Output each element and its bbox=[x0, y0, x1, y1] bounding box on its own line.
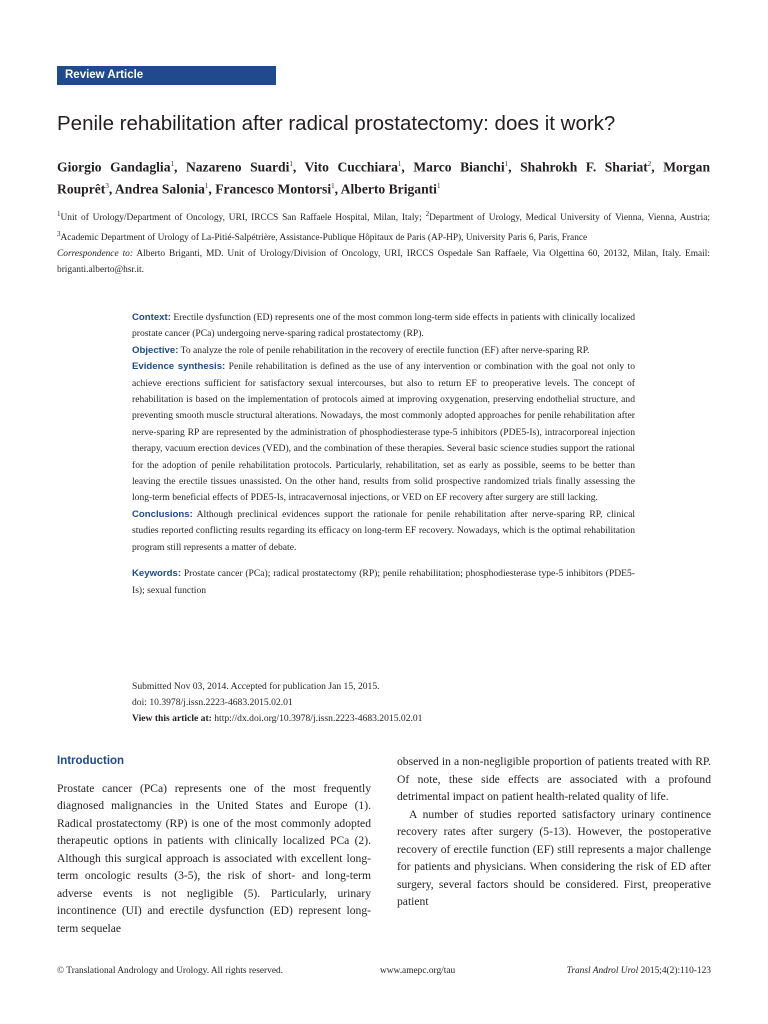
abstract-context-text: Erectile dysfunction (ED) represents one of the most common long-term side effects in patients with clinically localized prostate cancer (PCa) undergoing nerve-sparing radical prostatectomy (RP). bbox=[132, 312, 636, 340]
view-article-label: View this article at: bbox=[132, 713, 212, 725]
author-affiliation-mark: 1 bbox=[170, 160, 175, 168]
abstract-context-label: Context: bbox=[132, 312, 171, 323]
correspondence-label: Correspondence to: bbox=[57, 248, 133, 259]
footer-citation bbox=[549, 966, 711, 976]
author: Giorgio Gandaglia bbox=[57, 159, 171, 175]
abstract-objective-text: To analyze the role of penile rehabilitation in the recovery of erectile function (EF) after nerve-sparing RP. bbox=[180, 344, 590, 356]
article-meta bbox=[132, 679, 635, 728]
affiliation-2: Department of Urology, Medical University of Vienna, Vienna, Austria; bbox=[429, 213, 710, 224]
article-url-link[interactable]: http://dx.doi.org/10.3978/j.issn.2223-4683.2015.02.01 bbox=[214, 713, 423, 725]
correspondence-text: Alberto Briganti, MD. Unit of Urology/Division of Oncology, URI, IRCCS Ospedale San Raffaele, Via Olgettina 60, 20132, Milan, Italy. Email: briganti.alberto@hsr.it. bbox=[57, 248, 710, 275]
view-article-line bbox=[132, 711, 635, 727]
abstract-evidence-label: Evidence synthesis: bbox=[132, 361, 226, 373]
paragraph: Prostate cancer (PCa) represents one of the most frequently diagnosed malignancies in the United States and Europe (1). Radical prostatectomy (RP) is one of the most commonly adopted therapeutic options in patients with clinically localized PCa (2). Although this surgical approach is associated with excellent long-term oncologic results (3-5), the risk of short- and long-term adverse events is not negligible (5). Particularly, urinary incontinence (UI) and erectile dysfunction (ED) represent long-term sequelae bbox=[57, 781, 371, 935]
author-affiliation-mark: 1 bbox=[504, 160, 509, 168]
keywords-label: Keywords: bbox=[132, 568, 182, 580]
author: Vito Cucchiara bbox=[304, 159, 398, 175]
author-affiliation-mark: 1 bbox=[436, 182, 441, 191]
abstract-evidence bbox=[132, 359, 635, 507]
article-title: Penile rehabilitation after radical prostatectomy: does it work? bbox=[57, 112, 616, 135]
abstract-objective-label: Objective: bbox=[132, 344, 179, 356]
paragraph: A number of studies reported satisfactory urinary continence recovery rates after surgery (5-13). However, the postoperative recovery of erectile function (EF) still represents a major challenge for patients and physicians. When considering the risk of ED after surgery, several factors should be considered. First, preoperative patient bbox=[397, 807, 711, 908]
affiliations bbox=[57, 207, 710, 278]
author-affiliation-mark: 1 bbox=[204, 182, 209, 191]
journal-abbrev: Transl Androl Urol bbox=[566, 966, 639, 976]
author: Shahrokh F. Shariat bbox=[520, 159, 648, 175]
article-type-badge: Review Article bbox=[57, 66, 276, 85]
author: Morgan Rouprêt bbox=[57, 159, 711, 197]
abstract-conclusions-label: Conclusions: bbox=[132, 508, 193, 520]
keywords-text: Prostate cancer (PCa); radical prostatectomy (RP); penile rehabilitation; phosphodiesterase type-5 inhibitors (PDE5-Is); sexual function bbox=[132, 568, 635, 596]
footer-url[interactable]: www.amepc.org/tau bbox=[380, 966, 456, 976]
author-affiliation-mark: 1 bbox=[331, 182, 335, 191]
abstract-conclusions-text: Although preclinical evidences support the rationale for penile rehabilitation after nerve-sparing RP, clinical studies reported conflicting results regarding its efficacy on long-term EF recovery. Nowadays, which is the optimal rehabilitation program still represents a matter of debate. bbox=[132, 508, 635, 553]
author-list: Giorgio Gandaglia$^1$, Nazareno Suardi$^1$, Vito Cucchiara$^1$, Marco Bianchi$^1$, Shahrokh F. Shariat$^2$, Morgan Rouprêt$^3$, Andrea Salonia$^1$, Francesco Montorsi$^1$, Alberto Briganti$^1$ bbox=[57, 159, 711, 197]
abstract-evidence-text: Penile rehabilitation is defined as the use of any intervention or combination with the goal not only to achieve erections sufficient for satisfactory sexual intercourses, but also to return EF to preoperative levels. The concept of rehabilitation is based on the implementation of protocols aimed at improving oxygenation, preserving endothelial structure, and preventing smooth muscle structural alterations. Nowadays, the most commonly adopted approaches for penile rehabilitation after nerve-sparing RP are represented by the administration of phosphodiesterase type-5 inhibitors (PDE5-Is), intracorporeal injection therapy, vacuum erection devices (VED), and the combination of these therapies. Several basic science studies support the rational for the adoption of penile rehabilitation protocols. Particularly, rehabilitation, set as early as possible, seems to be better than leaving the erectile tissues unassisted. On the other hand, results from solid prospective randomized trials finally assessing the long-term beneficial effects of PDE5-Is, intracavernosal injections, or VED on EF recovery after surgery are still lacking. bbox=[132, 361, 635, 504]
author: Alberto Briganti bbox=[340, 181, 437, 197]
section-heading-introduction: Introduction bbox=[57, 755, 125, 767]
abstract-conclusions bbox=[132, 507, 635, 556]
affiliation-number: 2 bbox=[425, 210, 430, 218]
footer-copyright: © Translational Andrology and Urology. All rights reserved. bbox=[57, 966, 284, 976]
author-affiliation-mark: 2 bbox=[647, 160, 652, 168]
citation: 2015;4(2):110-123 bbox=[640, 966, 711, 976]
author: Andrea Salonia bbox=[114, 181, 205, 197]
paragraph: observed in a non-negligible proportion of patients treated with RP. Of note, these side effects are associated with a profound detrimental impact on patient health-related quality of life. bbox=[397, 755, 711, 803]
affiliation-1: Unit of Urology/Department of Oncology, URI, IRCCS San Raffaele Hospital, Milan, Italy; bbox=[60, 213, 422, 224]
author: Nazareno Suardi bbox=[185, 159, 290, 175]
author-affiliation-mark: 1 bbox=[397, 160, 402, 168]
body-column-left bbox=[57, 753, 371, 937]
affiliation-number: 3 bbox=[57, 229, 61, 238]
affiliation-3: Academic Department of Urology of La-Pitié-Salpétrière, Assistance-Publique Hôpitaux de Paris (AP-HP), University Paris 6, Paris, France bbox=[60, 233, 588, 244]
author-affiliation-mark: 3 bbox=[105, 182, 109, 191]
keywords bbox=[132, 566, 635, 599]
doi: doi: 10.3978/j.issn.2223-4683.2015.02.01 bbox=[132, 697, 293, 709]
affiliation-number: 1 bbox=[57, 210, 61, 218]
body-column-right bbox=[397, 753, 711, 911]
abstract-context bbox=[132, 310, 635, 343]
submission-dates: Submitted Nov 03, 2014. Accepted for publication Jan 15, 2015. bbox=[132, 681, 380, 692]
abstract bbox=[132, 310, 635, 599]
author: Marco Bianchi bbox=[413, 159, 505, 175]
abstract-objective bbox=[132, 343, 635, 359]
author-affiliation-mark: 1 bbox=[289, 160, 293, 168]
author: Francesco Montorsi bbox=[215, 181, 332, 197]
